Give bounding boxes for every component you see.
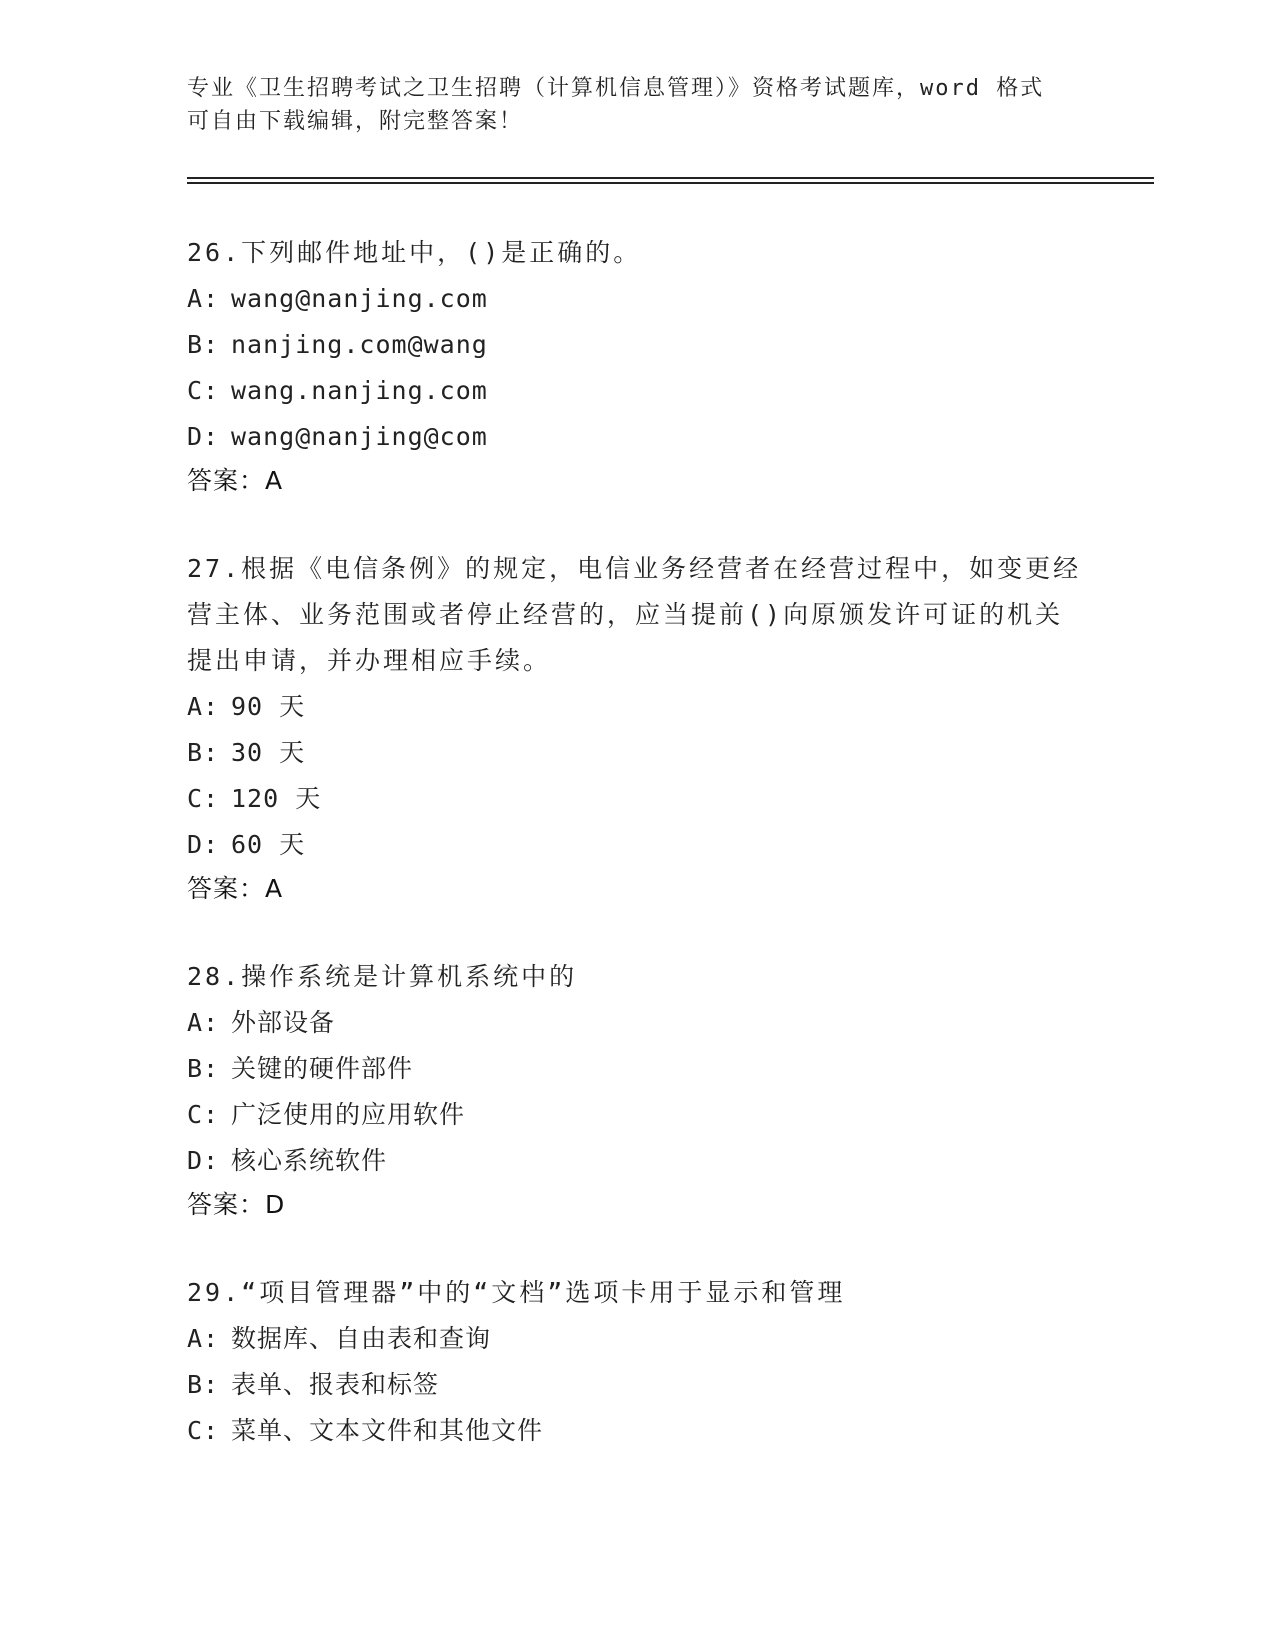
option-letter: B: [187,738,220,767]
option-text: 表单、报表和标签 [231,1370,440,1399]
option-text: 广泛使用的应用软件 [231,1100,466,1129]
option-text: 120 天 [231,784,322,813]
answer-label: 答案：D [187,1190,286,1219]
option-letter: A: [187,284,220,313]
option-b [187,322,1087,368]
option-letter: B: [187,1054,220,1083]
option-a [187,276,1087,322]
question-list [187,230,1087,1498]
question-text: 26.下列邮件地址中，()是正确的。 [187,238,642,267]
question-text: 27.根据《电信条例》的规定，电信业务经营者在经营过程中，如变更经营主体、业务范围或者停止经营的，应当提前()向原颁发许可证的机关提出申请，并办理相应手续。 [187,554,1082,675]
option-letter: B: [187,1370,220,1399]
option-letter: A: [187,692,220,721]
option-letter: A: [187,1008,220,1037]
option-letter: C: [187,1100,220,1129]
option-letter: D: [187,1146,220,1175]
option-b [187,730,1087,776]
question-text: 28.操作系统是计算机系统中的 [187,962,578,991]
option-a [187,1000,1087,1046]
option-c [187,776,1087,822]
question-26 [187,230,1087,502]
option-letter: A: [187,1324,220,1353]
answer-label: 答案：A [187,874,284,903]
option-text: wang@nanjing.com [231,284,488,313]
header-line-2: 可自由下载编辑，附完整答案！ [187,109,524,134]
document-header [187,72,1087,138]
option-letter: D: [187,422,220,451]
option-b [187,1046,1087,1092]
option-text: 关键的硬件部件 [231,1054,414,1083]
option-text: 60 天 [231,830,306,859]
option-b [187,1362,1087,1408]
option-a [187,1316,1087,1362]
option-d [187,822,1087,868]
option-d [187,1138,1087,1184]
question-29 [187,1270,1087,1454]
option-letter: C: [187,376,220,405]
option-letter: C: [187,784,220,813]
option-letter: D: [187,830,220,859]
header-line-1: 专业《卫生招聘考试之卫生招聘（计算机信息管理）》资格考试题库，word 格式 [187,76,1045,101]
option-d [187,414,1087,460]
option-text: wang@nanjing@com [231,422,488,451]
option-text: 外部设备 [231,1008,336,1037]
option-letter: C: [187,1416,220,1445]
question-27 [187,546,1087,910]
option-a [187,684,1087,730]
option-text: 数据库、自由表和查询 [231,1324,492,1353]
option-letter: B: [187,330,220,359]
option-text: 菜单、文本文件和其他文件 [231,1416,544,1445]
option-text: nanjing.com@wang [231,330,488,359]
option-text: 核心系统软件 [231,1146,388,1175]
option-text: wang.nanjing.com [231,376,488,405]
question-28 [187,954,1087,1226]
option-text: 90 天 [231,692,306,721]
answer-label: 答案：A [187,466,284,495]
option-c [187,368,1087,414]
header-divider-bottom [187,182,1154,184]
option-c [187,1408,1087,1454]
option-c [187,1092,1087,1138]
option-text: 30 天 [231,738,306,767]
header-divider-top [187,177,1154,179]
question-text: 29.“项目管理器”中的“文档”选项卡用于显示和管理 [187,1278,846,1307]
